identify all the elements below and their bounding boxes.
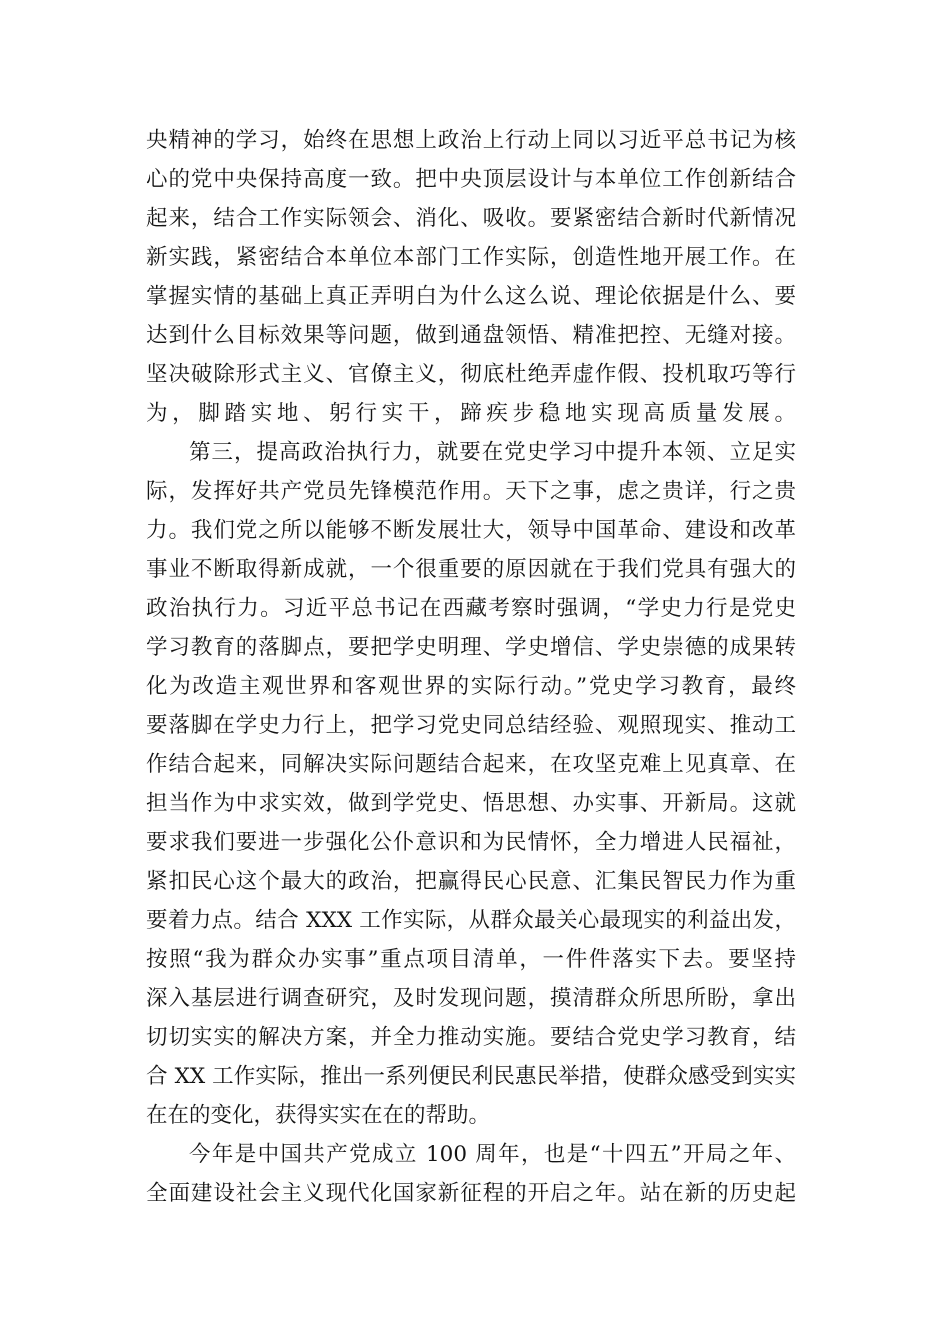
text-line: 紧扣民心这个最大的政治，把赢得民心民意、汇集民智民力作为重 — [146, 869, 796, 894]
text-line: 事业不断取得新成就，一个很重要的原因就在于我们党具有强大的 — [146, 557, 796, 582]
text-line: 际，发挥好共产党员先锋模范作用。天下之事，虑之贵详，行之贵 — [146, 479, 796, 504]
text-line: 达到什么目标效果等问题，做到通盘领悟、精准把控、无缝对接。 — [146, 323, 796, 348]
paragraph — [146, 433, 796, 1135]
text-line: 坚决破除形式主义、官僚主义，彻底杜绝弄虚作假、投机取巧等行 — [146, 362, 796, 387]
text-line: 为，脚踏实地、躬行实干，蹄疾步稳地实现高质量发展。 — [146, 401, 796, 426]
text-line: 心的党中央保持高度一致。把中央顶层设计与本单位工作创新结合 — [146, 167, 796, 192]
text-line: 要落脚在学史力行上，把学习党史同总结经验、观照现实、推动工 — [146, 713, 796, 738]
document-page — [146, 121, 796, 1213]
text-line: 力。我们党之所以能够不断发展壮大，领导中国革命、建设和改革 — [146, 518, 796, 543]
text-line: 按照“我为群众办实事”重点项目清单，一件件落实下去。要坚持 — [146, 947, 796, 972]
text-line: 担当作为中求实效，做到学党史、悟思想、办实事、开新局。这就 — [146, 791, 796, 816]
text-line: 学习教育的落脚点，要把学史明理、学史增信、学史崇德的成果转 — [146, 635, 796, 660]
text-line: 起来，结合工作实际领会、消化、吸收。要紧密结合新时代新情况 — [146, 206, 796, 231]
text-line: 今年是中国共产党成立 100 周年，也是“十四五”开局之年、 — [189, 1142, 796, 1167]
text-line: 全面建设社会主义现代化国家新征程的开启之年。站在新的历史起 — [146, 1181, 796, 1206]
text-line: 要求我们要进一步强化公仆意识和为民情怀，全力增进人民福祉， — [146, 830, 796, 855]
text-line: 化为改造主观世界和客观世界的实际行动。”党史学习教育，最终 — [146, 674, 796, 699]
text-line: 要着力点。结合 XXX 工作实际，从群众最关心最现实的利益出发， — [146, 908, 796, 933]
paragraph — [146, 121, 796, 433]
text-line: 政治执行力。习近平总书记在西藏考察时强调，“学史力行是党史 — [146, 596, 796, 621]
text-line: 合 XX 工作实际，推出一系列便民利民惠民举措，使群众感受到实实 — [146, 1064, 796, 1089]
text-line: 央精神的学习，始终在思想上政治上行动上同以习近平总书记为核 — [146, 128, 796, 153]
text-line: 作结合起来，同解决实际问题结合起来，在攻坚克难上见真章、在 — [146, 752, 796, 777]
text-line: 深入基层进行调查研究，及时发现问题，摸清群众所思所盼，拿出 — [146, 986, 796, 1011]
text-line: 新实践，紧密结合本单位本部门工作实际，创造性地开展工作。在 — [146, 245, 796, 270]
text-line: 切切实实的解决方案，并全力推动实施。要结合党史学习教育，结 — [146, 1025, 796, 1050]
text-line: 掌握实情的基础上真正弄明白为什么这么说、理论依据是什么、要 — [146, 284, 796, 309]
text-line: 在在的变化，获得实实在在的帮助。 — [146, 1103, 491, 1128]
text-line: 第三，提高政治执行力，就要在党史学习中提升本领、立足实 — [189, 440, 796, 465]
paragraph — [146, 1135, 796, 1213]
